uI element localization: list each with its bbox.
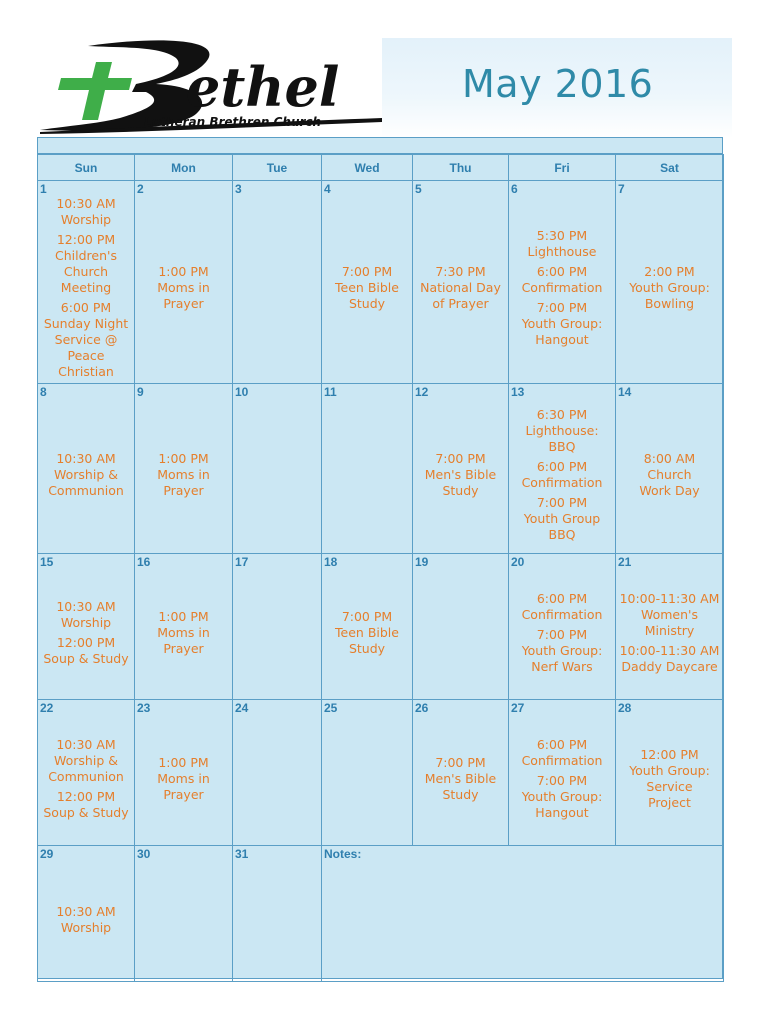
event-entry: 7:00 PM Youth Group: Nerf Wars bbox=[521, 626, 603, 674]
calendar-week-row bbox=[38, 384, 724, 554]
day-cell-29 bbox=[38, 846, 135, 982]
day-number: 11 bbox=[324, 385, 337, 399]
day-cell-24 bbox=[233, 700, 322, 846]
day-cell-5 bbox=[413, 181, 509, 384]
day-events bbox=[509, 181, 615, 383]
weekday-tue: Tue bbox=[233, 155, 322, 181]
day-events bbox=[135, 554, 232, 699]
day-number: 19 bbox=[415, 555, 429, 569]
day-number: 27 bbox=[511, 701, 525, 715]
day-cell-30 bbox=[135, 846, 233, 982]
day-cell-25 bbox=[322, 700, 413, 846]
day-events bbox=[38, 700, 134, 845]
day-events bbox=[322, 554, 412, 699]
day-cell-4 bbox=[322, 181, 413, 384]
event-entry: 6:00 PM Confirmation bbox=[521, 458, 603, 490]
day-cell-27 bbox=[509, 700, 616, 846]
event-entry: 6:00 PM Confirmation bbox=[521, 264, 603, 295]
day-number: 14 bbox=[618, 385, 632, 399]
day-events bbox=[509, 554, 615, 699]
event-entry: 8:00 AM Church Work Day bbox=[639, 450, 700, 498]
event-entry: 10:30 AM Worship bbox=[56, 903, 116, 935]
day-number: 5 bbox=[415, 182, 422, 196]
day-number: 7 bbox=[618, 182, 625, 196]
event-entry: 1:00 PM Moms in Prayer bbox=[157, 754, 210, 802]
day-cell-20 bbox=[509, 554, 616, 700]
event-entry: 7:30 PM National Day of Prayer bbox=[420, 264, 501, 311]
event-entry: 10:30 AM Worship & Communion bbox=[48, 450, 124, 498]
event-entry: 10:30 AM Worship bbox=[56, 196, 116, 227]
bethel-logo-icon bbox=[36, 34, 384, 138]
day-number: 18 bbox=[324, 555, 338, 569]
day-events bbox=[616, 384, 723, 553]
day-number: 8 bbox=[40, 385, 47, 399]
day-number: 16 bbox=[137, 555, 151, 569]
bethel-logo bbox=[36, 34, 384, 138]
day-cell-9 bbox=[135, 384, 233, 554]
day-events bbox=[413, 700, 508, 845]
event-entry: 10:00-11:30 AM Daddy Daycare bbox=[619, 642, 720, 674]
logo-subtitle: Lutheran Brethren Church bbox=[144, 115, 322, 129]
day-number: 24 bbox=[235, 701, 249, 715]
event-entry: 12:00 PM Children's Church Meeting bbox=[55, 232, 117, 295]
weekday-wed: Wed bbox=[322, 155, 413, 181]
day-number: 10 bbox=[235, 385, 249, 399]
day-number: 31 bbox=[235, 847, 249, 861]
day-events bbox=[509, 700, 615, 845]
day-events bbox=[616, 700, 723, 845]
calendar bbox=[37, 137, 723, 979]
event-entry: 6:00 PM Sunday Night Service @ Peace Christian bbox=[43, 300, 129, 379]
event-entry: 7:00 PM Teen Bible Study bbox=[335, 264, 399, 311]
day-events bbox=[413, 181, 508, 383]
day-number: 12 bbox=[415, 385, 429, 399]
day-number: 1 bbox=[40, 182, 47, 196]
day-number: 25 bbox=[324, 701, 338, 715]
day-number: 30 bbox=[137, 847, 151, 861]
day-number: 17 bbox=[235, 555, 249, 569]
day-cell-31 bbox=[233, 846, 322, 982]
day-number: 20 bbox=[511, 555, 525, 569]
event-entry: 6:30 PM Lighthouse: BBQ bbox=[525, 406, 599, 454]
day-cell-15 bbox=[38, 554, 135, 700]
event-entry: 10:30 AM Worship & Communion bbox=[48, 736, 124, 784]
day-cell-7 bbox=[616, 181, 724, 384]
day-cell-13 bbox=[509, 384, 616, 554]
day-events bbox=[322, 181, 412, 383]
day-number: 15 bbox=[40, 555, 54, 569]
day-events bbox=[413, 384, 508, 553]
day-number: 3 bbox=[235, 182, 242, 196]
event-entry: 7:00 PM Men's Bible Study bbox=[424, 754, 497, 802]
weekday-fri: Fri bbox=[509, 155, 616, 181]
day-events bbox=[38, 554, 134, 699]
event-entry: 12:00 PM Soup & Study bbox=[43, 634, 129, 666]
day-events bbox=[38, 384, 134, 553]
day-number: 6 bbox=[511, 182, 518, 196]
day-number: 23 bbox=[137, 701, 151, 715]
notes-cell bbox=[322, 846, 724, 982]
event-entry: 5:30 PM Lighthouse bbox=[527, 228, 597, 259]
day-cell-8 bbox=[38, 384, 135, 554]
day-number: 29 bbox=[40, 847, 54, 861]
day-events bbox=[135, 181, 232, 383]
event-entry: 12:00 PM Youth Group: Service Project bbox=[629, 746, 710, 810]
day-cell-3 bbox=[233, 181, 322, 384]
day-number: 4 bbox=[324, 182, 331, 196]
day-cell-26 bbox=[413, 700, 509, 846]
notes-label: Notes: bbox=[324, 847, 362, 861]
day-cell-18 bbox=[322, 554, 413, 700]
day-cell-11 bbox=[322, 384, 413, 554]
weekday-sun: Sun bbox=[38, 155, 135, 181]
day-cell-6 bbox=[509, 181, 616, 384]
calendar-week-row bbox=[38, 554, 724, 700]
event-entry: 7:00 PM Youth Group: Hangout bbox=[521, 300, 603, 347]
day-events bbox=[616, 554, 723, 699]
weekday-sat: Sat bbox=[616, 155, 724, 181]
day-number: 26 bbox=[415, 701, 429, 715]
event-entry: 1:00 PM Moms in Prayer bbox=[157, 608, 210, 656]
day-cell-16 bbox=[135, 554, 233, 700]
day-events bbox=[135, 384, 232, 553]
event-entry: 7:00 PM Teen Bible Study bbox=[335, 608, 399, 656]
calendar-grid bbox=[37, 154, 724, 982]
day-cell-23 bbox=[135, 700, 233, 846]
weekday-header-row bbox=[38, 155, 724, 181]
weekday-thu: Thu bbox=[413, 155, 509, 181]
day-events bbox=[135, 700, 232, 845]
day-cell-14 bbox=[616, 384, 724, 554]
event-entry: 10:00-11:30 AM Women's Ministry bbox=[619, 590, 720, 638]
day-cell-17 bbox=[233, 554, 322, 700]
calendar-week-row bbox=[38, 700, 724, 846]
event-entry: 6:00 PM Confirmation bbox=[521, 736, 603, 768]
day-cell-2 bbox=[135, 181, 233, 384]
day-number: 9 bbox=[137, 385, 144, 399]
day-number: 2 bbox=[137, 182, 144, 196]
month-title: May 2016 bbox=[462, 62, 654, 106]
day-cell-21 bbox=[616, 554, 724, 700]
day-events bbox=[509, 384, 615, 553]
day-events bbox=[38, 846, 134, 981]
day-cell-28 bbox=[616, 700, 724, 846]
day-number: 13 bbox=[511, 385, 525, 399]
event-entry: 1:00 PM Moms in Prayer bbox=[157, 450, 210, 498]
day-cell-22 bbox=[38, 700, 135, 846]
event-entry: 2:00 PM Youth Group: Bowling bbox=[629, 264, 710, 311]
calendar-top-strip bbox=[38, 138, 722, 154]
day-number: 22 bbox=[40, 701, 54, 715]
event-entry: 12:00 PM Soup & Study bbox=[43, 788, 129, 820]
day-events bbox=[38, 181, 134, 383]
day-cell-12 bbox=[413, 384, 509, 554]
event-entry: 7:00 PM Youth Group BBQ bbox=[523, 494, 601, 542]
weekday-mon: Mon bbox=[135, 155, 233, 181]
day-cell-19 bbox=[413, 554, 509, 700]
day-number: 28 bbox=[618, 701, 632, 715]
event-entry: 10:30 AM Worship bbox=[56, 598, 116, 630]
event-entry: 7:00 PM Men's Bible Study bbox=[424, 450, 497, 498]
logo-wordmark: ethel bbox=[186, 55, 340, 119]
day-cell-1 bbox=[38, 181, 135, 384]
event-entry: 7:00 PM Youth Group: Hangout bbox=[521, 772, 603, 820]
event-entry: 6:00 PM Confirmation bbox=[521, 590, 603, 622]
calendar-week-row bbox=[38, 846, 724, 982]
event-entry: 1:00 PM Moms in Prayer bbox=[157, 264, 210, 311]
day-number: 21 bbox=[618, 555, 632, 569]
calendar-week-row bbox=[38, 181, 724, 384]
day-events bbox=[616, 181, 723, 383]
day-cell-10 bbox=[233, 384, 322, 554]
